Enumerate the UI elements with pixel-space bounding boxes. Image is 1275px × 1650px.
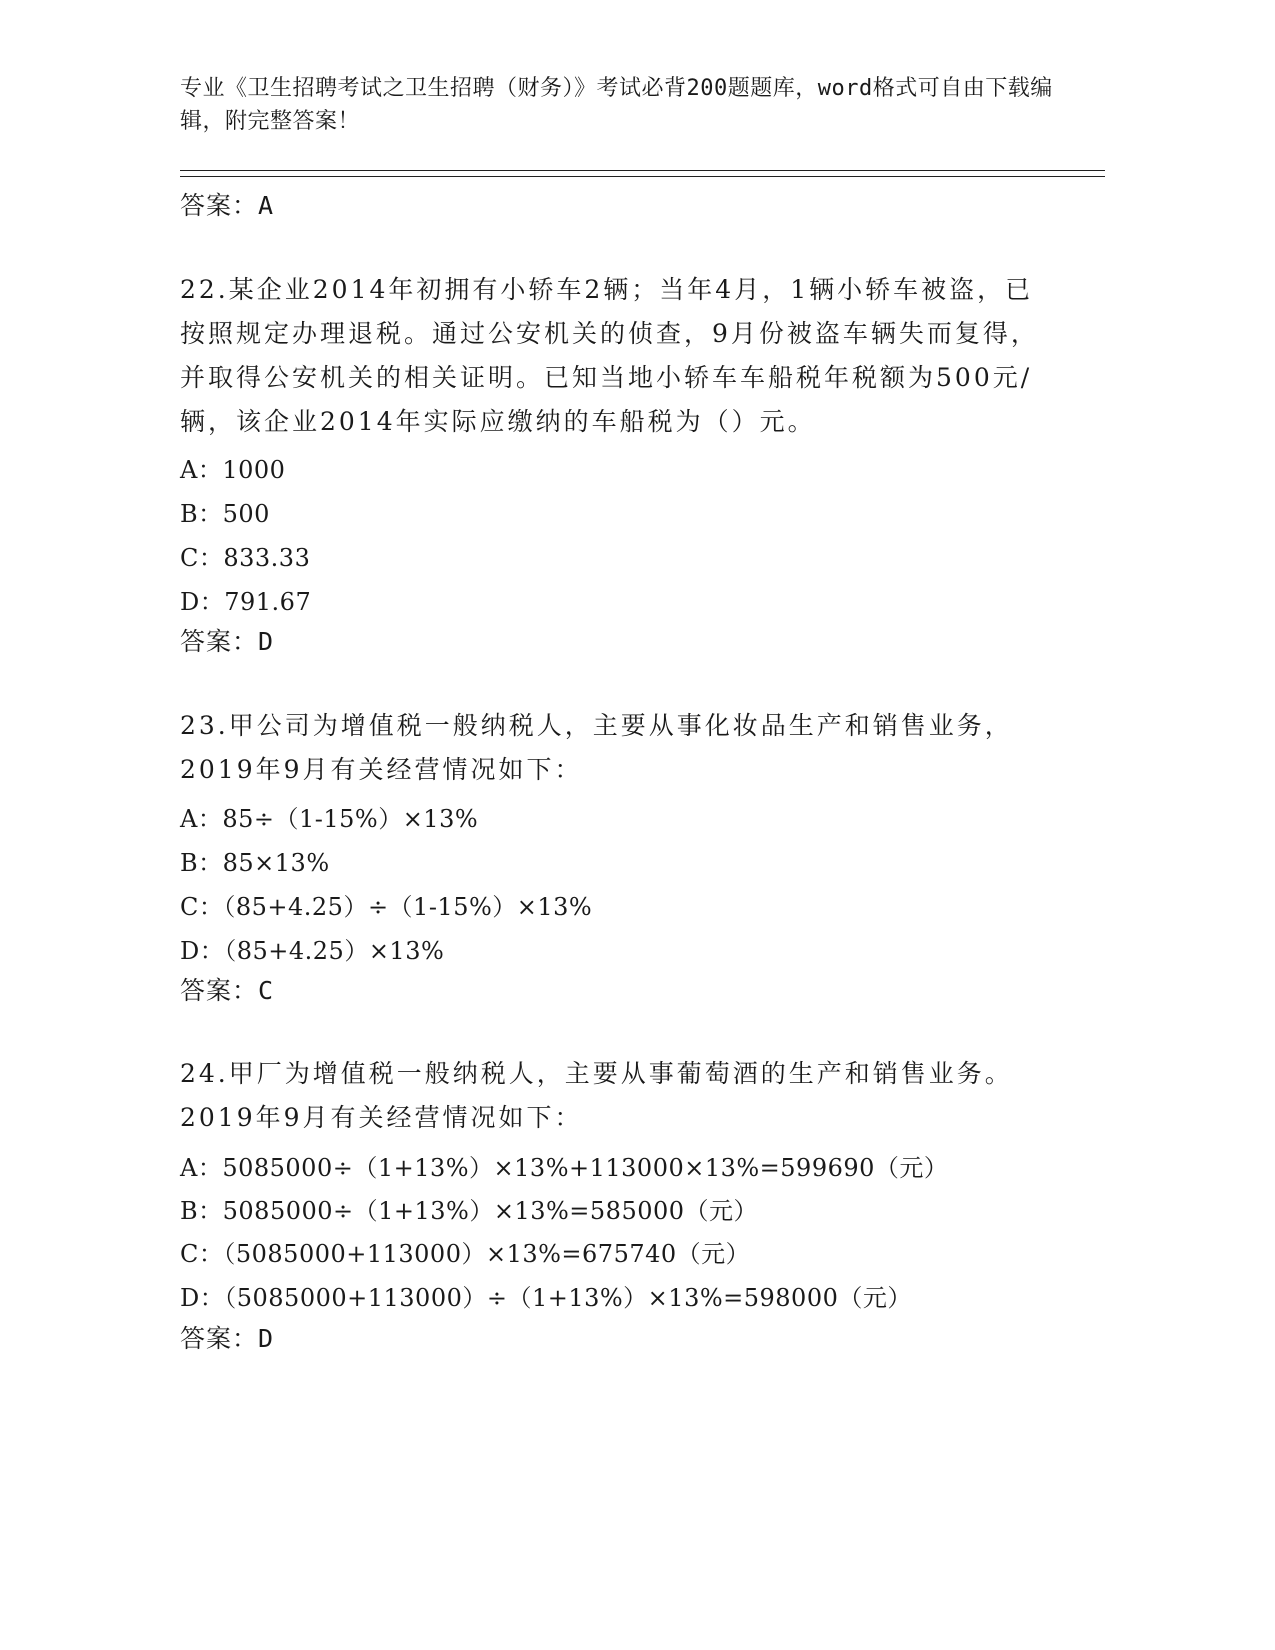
question-stem: 24.甲厂为增值税一般纳税人，主要从事葡萄酒的生产和销售业务。2019年9月有关经营情况如下： bbox=[180, 1059, 1013, 1132]
option-d: D：791.67 bbox=[180, 588, 312, 616]
document-header: 专业《卫生招聘考试之卫生招聘（财务）》考试必背200题题库，word格式可自由下载编辑，附完整答案！ bbox=[180, 76, 1053, 134]
question-stem: 22.某企业2014年初拥有小轿车2辆；当年4月，1辆小轿车被盗，已按照规定办理退税。通过公安机关的侦查，9月份被盗车辆失而复得，并取得公安机关的相关证明。已知当地小轿车车船税年税额为500元/辆，该企业2014年实际应缴纳的车船税为（）元。 bbox=[180, 275, 1039, 436]
option-a: A：5085000÷（1+13%）×13%+113000×13%=599690（元） bbox=[180, 1154, 949, 1182]
option-b: B：500 bbox=[180, 500, 270, 528]
question-stem: 23.甲公司为增值税一般纳税人，主要从事化妆品生产和销售业务，2019年9月有关经营情况如下： bbox=[180, 711, 1013, 784]
answer-line: 答案：A bbox=[180, 191, 275, 220]
option-b: B：85×13% bbox=[180, 849, 330, 877]
answer-line: 答案：C bbox=[180, 976, 275, 1005]
option-c: C：（5085000+113000）×13%=675740（元） bbox=[180, 1240, 751, 1268]
header-rule-top bbox=[180, 170, 1105, 171]
option-c: C：（85+4.25）÷（1-15%）×13% bbox=[180, 893, 593, 921]
option-d: D：（85+4.25）×13% bbox=[180, 937, 445, 965]
header-rule-bottom bbox=[180, 176, 1105, 177]
option-a: A：1000 bbox=[180, 456, 286, 484]
option-a: A：85÷（1-15%）×13% bbox=[180, 805, 479, 833]
option-c: C：833.33 bbox=[180, 544, 311, 572]
answer-line: 答案：D bbox=[180, 1324, 275, 1353]
answer-line: 答案：D bbox=[180, 627, 275, 656]
option-d: D：（5085000+113000）÷（1+13%）×13%=598000（元） bbox=[180, 1284, 912, 1312]
option-b: B：5085000÷（1+13%）×13%=585000（元） bbox=[180, 1197, 759, 1225]
